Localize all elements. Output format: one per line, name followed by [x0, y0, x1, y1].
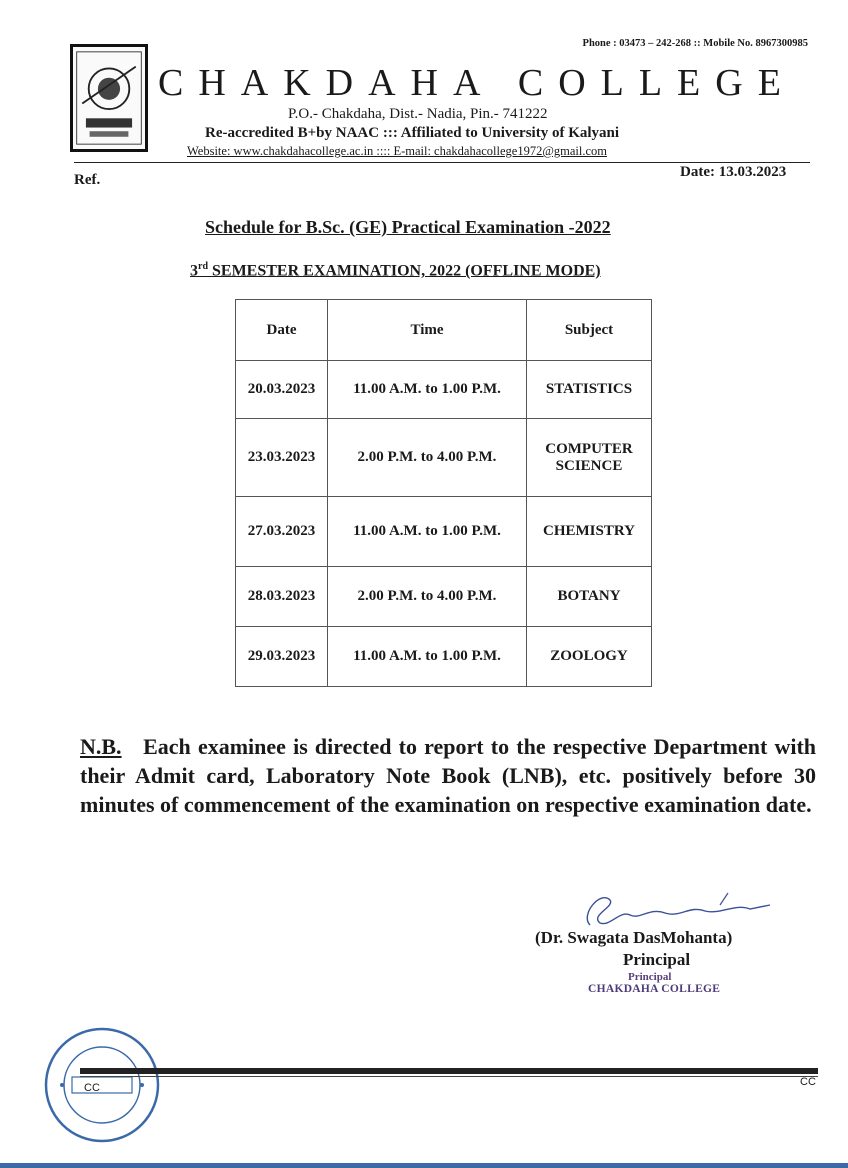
row-date: 27.03.2023: [236, 497, 328, 567]
footer-rule-thin: [80, 1076, 818, 1077]
row-subject: BOTANY: [527, 567, 652, 627]
website-email-line: Website: www.chakdahacollege.ac.in :::: E-mail: chakdahacollege1972@gmail.com: [187, 144, 607, 158]
note-paragraph: [80, 732, 816, 819]
document-date: Date: 13.03.2023: [680, 164, 787, 180]
signatory-name: (Dr. Swagata DasMohanta): [535, 928, 733, 947]
table-row: [236, 567, 652, 627]
column-header-date: Date: [236, 300, 328, 361]
row-subject: CHEMISTRY: [527, 497, 652, 567]
row-subject: ZOOLOGY: [527, 627, 652, 687]
stamp-college: CHAKDAHA COLLEGE: [588, 983, 721, 995]
footer-rule: [80, 1068, 818, 1074]
exam-schedule-table: [235, 299, 652, 687]
semester-title: [190, 261, 601, 280]
college-seal-icon: [42, 1025, 162, 1145]
cc-mark-left: CC: [84, 1082, 100, 1094]
row-time: 11.00 A.M. to 1.00 P.M.: [328, 361, 527, 419]
semester-number: 3: [190, 262, 198, 280]
cc-mark-right: CC: [800, 1076, 816, 1088]
college-emblem-icon: [73, 47, 145, 149]
column-header-subject: Subject: [527, 300, 652, 361]
row-date: 20.03.2023: [236, 361, 328, 419]
accreditation-line: Re-accredited B+by NAAC ::: Affiliated to University of Kalyani: [205, 125, 620, 141]
row-subject: STATISTICS: [527, 361, 652, 419]
row-time: 2.00 P.M. to 4.00 P.M.: [328, 567, 527, 627]
ref-label: Ref.: [74, 172, 101, 188]
note-text: Each examinee is directed to report to the respective Department with their Admit card, Laboratory Note Book (LNB), etc. positively before 30 minutes of commencement of the examination on respective examination date.: [80, 734, 817, 817]
table-header-row: [236, 300, 652, 361]
college-address: P.O.- Chakdaha, Dist.- Nadia, Pin.- 741222: [288, 106, 548, 122]
column-header-time: Time: [328, 300, 527, 361]
table-row: [236, 497, 652, 567]
stamp-title: Principal: [628, 971, 672, 983]
phone-line: Phone : 03473 – 242-268 :: Mobile No. 8967300985: [582, 38, 808, 49]
college-name-text: CHAKDAHA COLLEGE: [158, 62, 796, 104]
college-logo: [70, 44, 148, 152]
semester-suffix: rd: [198, 261, 208, 272]
row-subject: COMPUTER SCIENCE: [527, 419, 652, 497]
table-row: [236, 361, 652, 419]
note-label: N.B.: [80, 734, 122, 759]
signatory-title: Principal: [623, 950, 691, 969]
table-row: [236, 419, 652, 497]
college-name: [158, 58, 818, 106]
table-row: [236, 627, 652, 687]
page-bottom-edge: [0, 1163, 848, 1168]
row-date: 29.03.2023: [236, 627, 328, 687]
row-time: 2.00 P.M. to 4.00 P.M.: [328, 419, 527, 497]
row-time: 11.00 A.M. to 1.00 P.M.: [328, 627, 527, 687]
semester-title-text: SEMESTER EXAMINATION, 2022 (OFFLINE MODE): [208, 262, 601, 280]
header-divider: [74, 162, 810, 163]
row-date: 23.03.2023: [236, 419, 328, 497]
row-time: 11.00 A.M. to 1.00 P.M.: [328, 497, 527, 567]
schedule-title: Schedule for B.Sc. (GE) Practical Examination -2022: [205, 217, 611, 237]
row-date: 28.03.2023: [236, 567, 328, 627]
